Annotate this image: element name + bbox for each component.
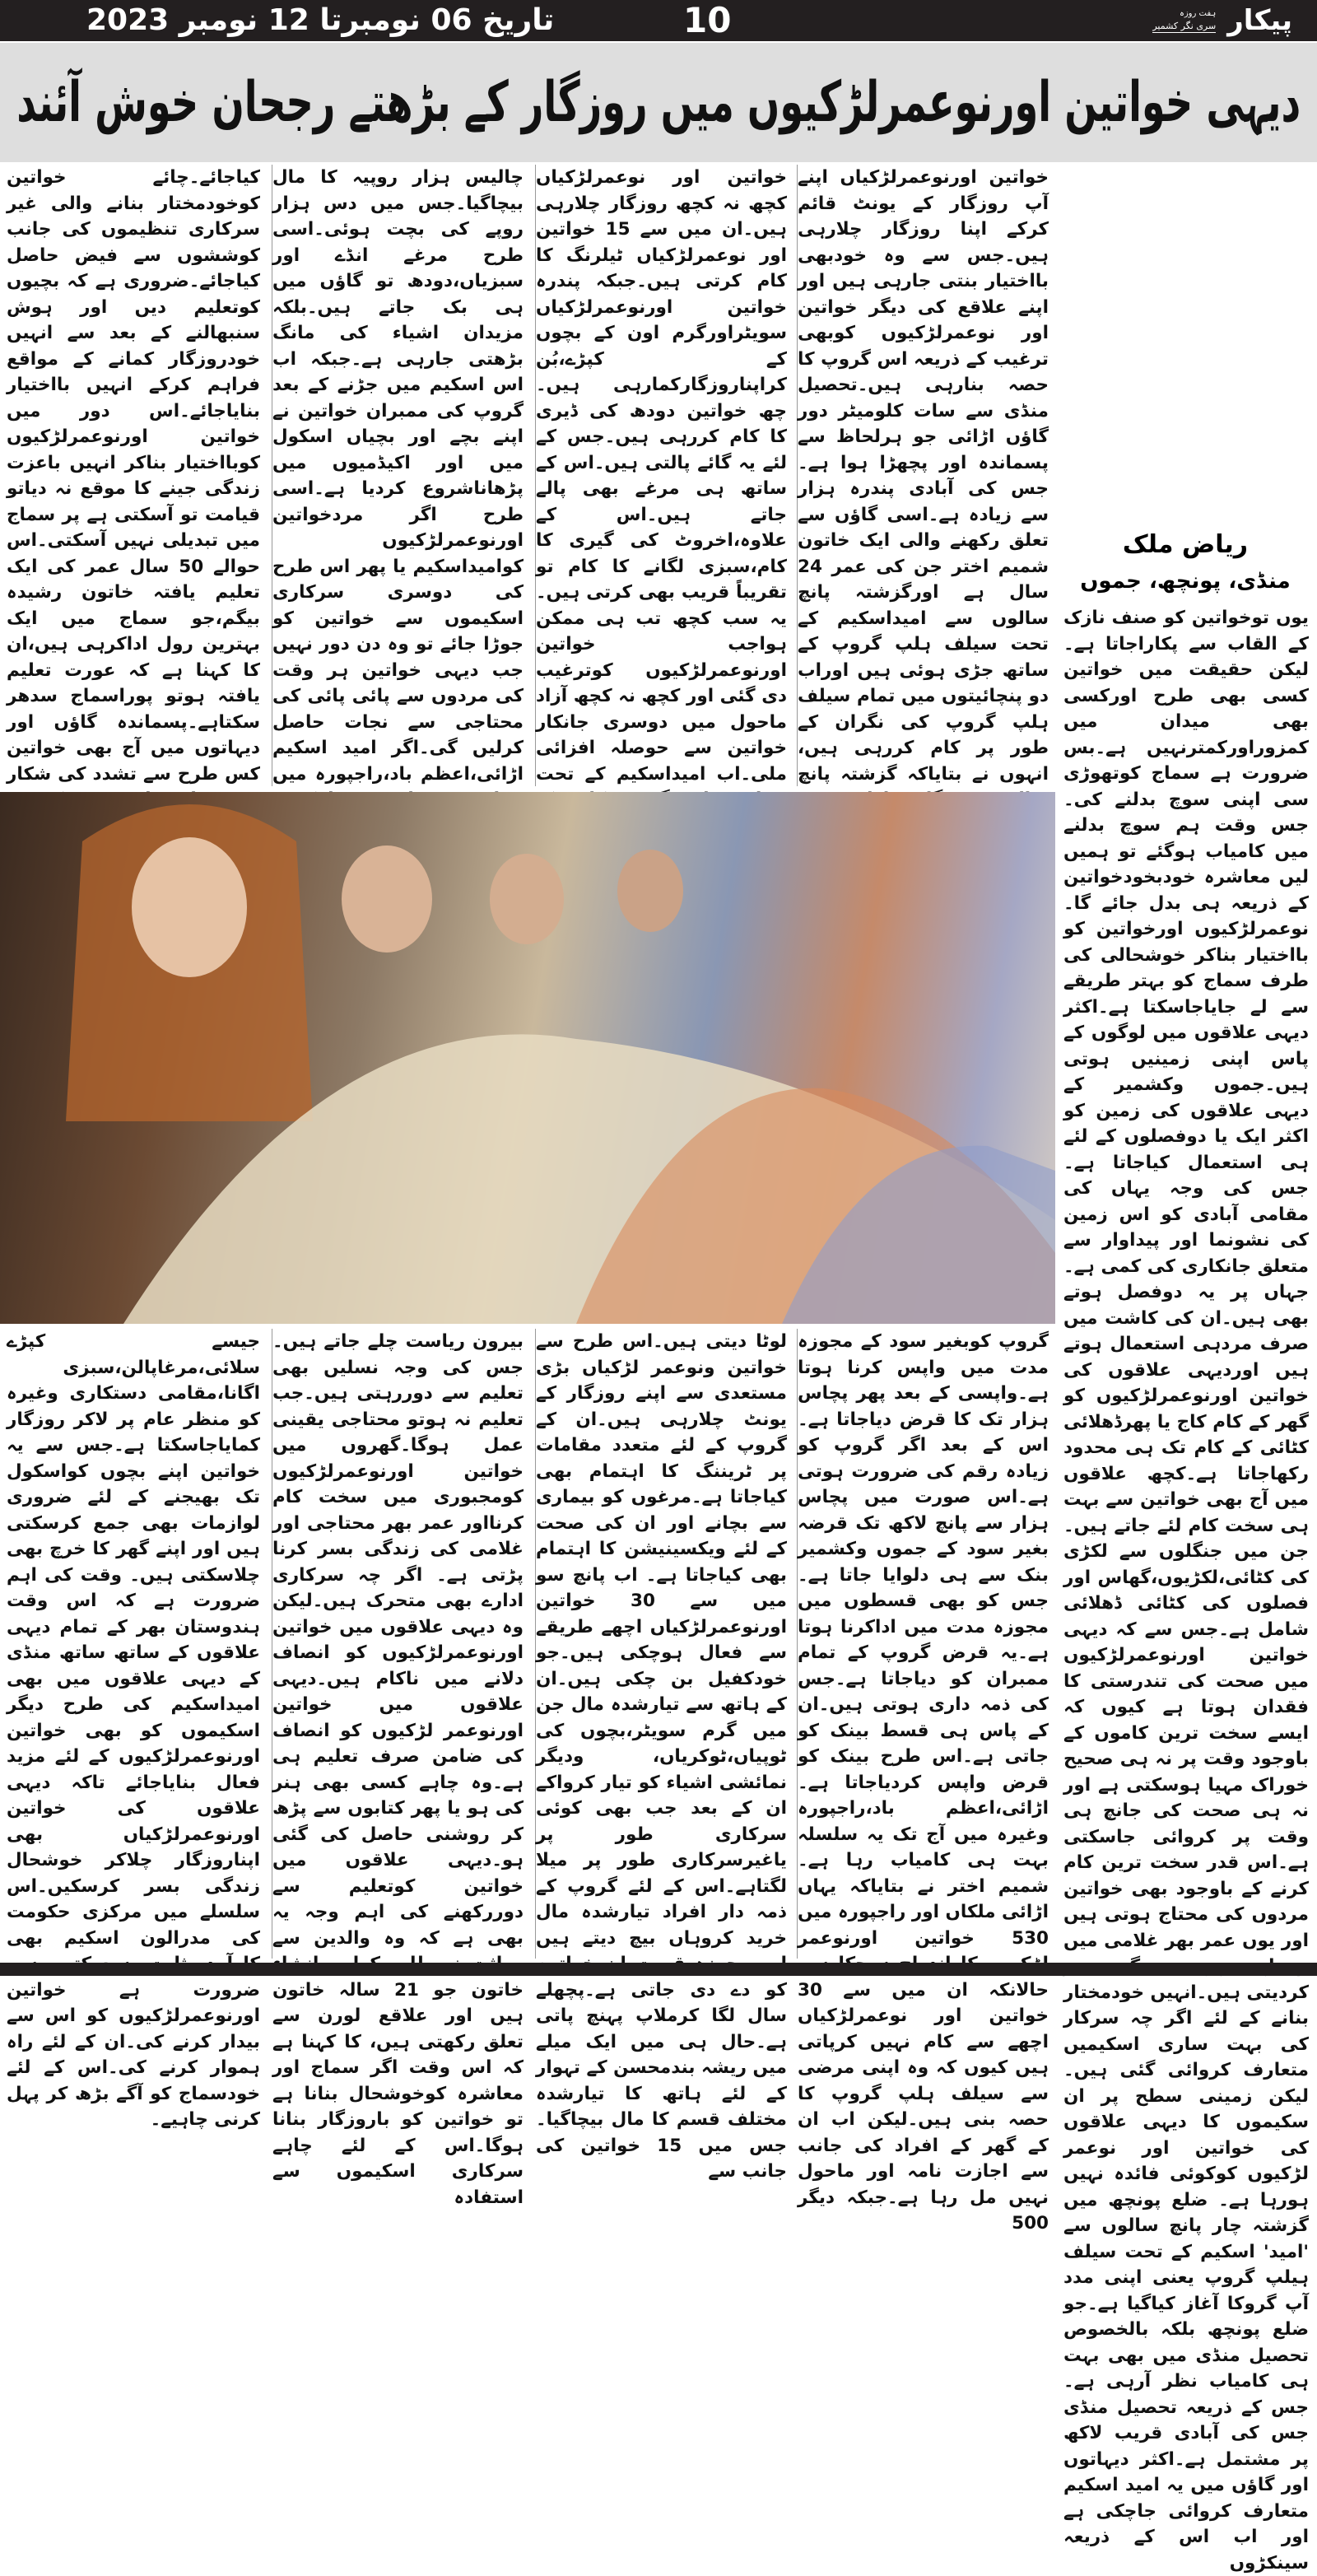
article-column-3: چالیس ہزار روپیہ کا مال بیچاگیا۔جس میں دس ہزار روپے کی بچت ہوئی۔اسی طرح مرغے انڈے اور سبزیاں،دودھ تو گاؤں میں ہی بک جاتے ہیں۔بلکہ مزیدان اشیاء کی مانگ بڑھتی جارہی ہے۔جبکہ اب اس اسکیم میں جڑنے کے بعد گروپ کی ممبران خواتین نے اپنے بچے اور بچیاں اسکول میں اور اکیڈمیوں میں پڑھاناشروع کردیا ہے۔اسی طرح اگر مردخواتین اورنوعمرلڑکیوں کوامیداسکیم یا پھر اس طرح کی دوسری سرکاری اسکیموں سے خواتین کو جوڑا جائے تو وہ دن دور نہیں جب دیہی خواتین ہر وقت کی مردوں سے پائی پائی کی محتاجی سے نجات حاصل کرلیں گی۔اگر امید اسکیم اڑائی،اعظم باد،راجپورہ میں — [272, 165, 524, 786]
headline-wrap — [16, 43, 1301, 162]
article-column-5: گروپ کوبغیر سود کے مجوزہ مدت میں واپس کرنا ہوتا ہے۔واپسی کے بعد پھر پچاس ہزار تک کا قرض دیاجاتا ہے۔اس کے بعد اگر گروپ کو زیادہ رقم کی ضرورت ہوتی ہے۔اس صورت میں پچاس ہزار سے پانچ لاکھ تک قرضہ بغیر سود کے جموں وکشمیر بنک سے ہی دلوایا جاتا ہے۔جس کو بھی قسطوں میں مجوزہ مدت میں اداکرنا ہوتا ہے۔یہ قرض گروپ کے تمام ممبران کو دیاجاتا ہے۔جس کی ذمہ داری ہوتی ہیں۔ان کے پاس ہی قسط بینک کو جاتی ہے۔اس طرح بینک کو قرض واپس کردیاجاتا ہے۔اڑائی،اعظم باد،راجپورہ وغیرہ میں آج تک یہ سلسلہ بہت ہی کامیاب رہا ہے۔شمیم اختر نے بتایاکہ یہاں اڑائی ملکاں اور راجپورہ میں 530 خواتین اورنوعمر حالانکہ ان میں سے 30 خواتین اور نوعمرلڑکیاں اچھے سے کام نہیں کرپاتی ہیں کیوں کہ وہ اپنی مرضی سے سیلف ہلپ گروپ کا حصہ بنی ہیں۔لیکن اب ان کے گھر کے افراد کی جانب سے اجازت نامہ اور ماحول نہیں مل رہا ہے۔جبکہ دیگر 500 — [797, 1329, 1049, 1959]
article-headline: دیہی خواتین اورنوعمرلڑکیوں میں روزگار کے بڑھتے رجحان خوش آئند — [16, 69, 1301, 135]
photo-face — [490, 854, 564, 944]
byline — [1062, 527, 1309, 599]
photo-face — [342, 845, 432, 953]
headline-band — [0, 43, 1317, 162]
logo-name: پیکار — [1227, 4, 1292, 37]
page-number: 10 — [683, 0, 732, 40]
masthead-bar — [0, 0, 1317, 41]
footer-bar — [0, 1963, 1317, 1976]
article-column-6: لوٹا دیتی ہیں۔اس طرح سے خواتین ونوعمر لڑکیاں بڑی مستعدی سے اپنے روزگار کے یونٹ چلارہی ہیں۔ان کے گروپ کے لئے متعدد مقامات پر ٹریننگ کا اہتمام بھی کیاجاتا ہے۔مرغوں کو بیماری سے بچانے اور ان کی صحت کے لئے ویکسینیشن کا اہتمام بھی کیاجاتا ہے۔ اب پانچ سو میں سے 30 خواتین اورنوعمرلڑکیاں اچھے طریقے سے فعال ہوچکی ہیں۔جو خودکفیل بن چکی ہیں۔ان کے ہاتھ سے تیارشدہ مال جن میں گرم سویٹر،بچوں کی ٹوپیاں،ٹوکریاں، ودیگر نمائشی اشیاء کو تیار کرواکے ان کے بعد جب بھی کوئی سرکاری طور پر یاغیرسرکاری طور پر میلا لگتاہے۔اس کے لئے گروپ کے ذمہ دار افراد تیارشدہ مال خرید کروہاں بیچ دیتے ہیں کو دے دی جاتی ہے۔پچھلے سال لگا کرملاپ پہنچ پاتی ہے۔حال ہی میں ایک میلے میں ریشہ بندمحسن کے تہوار کے لئے ہاتھ کا تیارشدہ مختلف قسم کا مال بیچاگیا۔جس میں 15 خواتین کی جانب سے — [535, 1329, 787, 1959]
photo-face — [132, 837, 247, 977]
logo-prefix: ہفت روزہ — [1179, 9, 1217, 18]
logo-meta — [1152, 8, 1216, 33]
article-column-4: کیاجائے۔چائے خواتین کوخودمختار بنانے والی غیر سرکاری تنظیموں کی جانب کوششوں سے فیض حاصل کیاجائے۔ضروری ہے کہ بچیوں کوتعلیم دیں اور ہوش سنبھالنے کے بعد سے انہیں خودروزگار کمانے کے مواقع فراہم کرکے انہیں بااختیار بنایاجائے۔اس دور میں خواتین اورنوعمرلڑکیوں کوبااختیار بناکر انہیں باعزت زندگی جینے کا موقع نہ دیاتو قیامت تو آسکتی ہے پر سماج میں تبدیلی نہیں آسکتی۔اس حوالے 50 سال عمر کی ایک تعلیم یافتہ خاتون رشیدہ بیگم،جو سماج میں ایک بہترین رول اداکرہی ہیں،ان کا کہنا ہے کہ عورت تعلیم یافتہ ہوتو پوراسماج سدھر سکتاہے۔پسماندہ گاؤں اور دیہاتوں میں آج بھی خواتین کس طرح سے تشدد کی شکار — [7, 167, 261, 785]
article-column-2: خواتین اور نوعمرلڑکیاں کچھ نہ کچھ روزگار چلارہی ہیں۔ان میں سے 15 خواتین اور نوعمرلڑکیاں ٹیلرنگ کا کام کرتی ہیں۔جبکہ پندرہ خواتین اورنوعمرلڑکیاں سویٹراورگرم اون کے بچوں کے کپڑے،بُن کراپناروزگارکمارہی ہیں۔چھ خواتین دودھ کی ڈیری کا کام کررہی ہیں۔جس کے لئے یہ گائے پالتی ہیں۔اس کے ساتھ ہی مرغے بھی پالے جاتے ہیں۔اس کے علاوہ،اخروٹ کی گیری کا کام،سبزی لگانے کا کام تو تقریباً قریب بھی کرتی ہیں۔یہ سب کچھ تب ہی ممکن ہواجب خواتین اورنوعمرلڑکیوں کوترغیب دی گئی اور کچھ نہ کچھ آزاد ماحول میں دوسری جانکار خواتین سے حوصلہ افزائی ملی۔اب امیداسکیم کے تحت — [535, 165, 787, 786]
sidebar-column: یوں توخواتین کو صنف نازک کے القاب سے پکاراجاتا ہے۔لیکن حقیقت میں خواتین کسی بھی طرح اورکسی بھی میدان میں کمزوراورکمترنہیں ہے۔بس ضرورت ہے سماج کوتھوڑی سی اپنی سوچ بدلنے کی۔جس وقت ہم سوچ بدلنے میں کامیاب ہوگئے تو ہمیں لیں معاشرہ خودبخودخواتین کے ذریعہ ہی بدل جائے گا۔نوعمرلڑکیوں اورخواتین کو بااختیار بناکر خوشحالی کی طرف سماج کو بہتر طریقے سے لے جایاجاسکتا ہے۔اکثر دیہی علاقوں میں لوگوں کے پاس اپنی زمینیں ہوتی ہیں۔جموں وکشمیر کے دیہی علاقوں کی زمین کو اکثر ایک یا دوفصلوں کے لئے ہی استعمال کیاجاتا ہے۔جس کی وجہ یہاں کی مقامی آبادی کو اس زمین کی نشونما اور پیداوار سے متعلق جانکاری کی کمی ہے۔جہاں پر یہ دوفصل ہوتے بھی ہیں۔ان کی کاشت میں صرف مردہی استعمال ہوتے ہیں اوردیہی علاقوں کی خواتین اورنوعمرلڑکیوں کو گھر کے کام کاج یا پھرڈھلائی کٹائی کے کام تک ہی محدود رکھاجاتا ہے۔کچھ علاقوں میں آج بھی خواتین سے بہت ہی سخت کام لئے جاتے ہیں۔جن میں جنگلوں سے لکڑی کی کٹائی،لکڑیوں،گھاس اور فصلوں کی کٹائی ڈھلائی شامل ہے۔جس سے کہ دیہی خواتین اورنوعمرلڑکیوں میں صحت کی تندرستی کا فقدان ہوتا ہے کیوں کہ ایسے سخت ترین کاموں کے باوجود وقت پر نہ ہی صحیح خوراک مہیا ہوسکتی ہے اور نہ ہی صحت کی جانچ ہی وقت پر کروائی جاسکتی ہے۔اس قدر سخت ترین کام کرنے کے باوجود بھی خواتین مردوں کی محتاج ہوتی ہیں اور یوں عمر بھر غلامی میں کردیتی ہیں۔انہیں خودمختار بنانے کے لئے اگر چہ سرکار کی بہت ساری اسکیمیں متعارف کروائی گئی ہیں۔لیکن زمینی سطح پر ان سکیموں کا دیہی علاقوں کی خواتین اور نوعمر لڑکیوں کوکوئی فائدہ نہیں ہورہا ہے۔ ضلع پونچھ میں گزشتہ چار پانچ سالوں سے 'امید' اسکیم کے تحت سیلف ہیلپ گروپ یعنی اپنی مدد آپ گروکا آغاز کیاگیا ہے۔جو ضلع پونچھ بلکہ بالخصوص تحصیل منڈی میں بھی بہت ہی کامیاب نظر آرہی ہے۔جس کے ذریعہ تحصیل منڈی جس کی آبادی قریب لاکھ پر مشتمل ہے۔اکثر دیہاتوں اور گاؤں میں یہ امید اسکیم متعارف کروائی جاچکی ہے اور اب اس کے ذریعہ سینکڑوں — [1063, 608, 1309, 2574]
newspaper-logo — [1152, 0, 1292, 41]
author-name: ریاض ملک — [1122, 530, 1249, 559]
photo-face — [617, 850, 683, 932]
logo-city: سری نگر کشمیر — [1152, 21, 1217, 31]
author-location: منڈی، پونچھ، جموں — [1080, 569, 1291, 594]
issue-date: تاریخ 06 نومبرتا 12 نومبر 2023 — [86, 3, 555, 37]
article-column-7: بیرون ریاست چلے جاتے ہیں۔جس کی وجہ نسلیں بھی تعلیم سے دوررہتی ہیں۔جب تعلیم نہ ہوتو محتاجی یقینی عمل ہوگا۔گھروں میں خواتین اورنوعمرلڑکیوں کومجبوری میں سخت کام کرنااور عمر بھر محتاجی اور غلامی کی زندگی بسر کرنا پڑتی ہے۔ اگر چہ سرکاری ادارے بھی متحرک ہیں۔لیکن وہ دیہی علاقوں میں خواتین اورنوعمرلڑکیوں کو انصاف دلانے میں ناکام ہیں۔دیہی علاقوں میں خواتین اورنوعمر لڑکیوں کو انصاف کی ضامن صرف تعلیم ہی ہے۔وہ چاہے کسی بھی ہنر کی ہو یا پھر کتابوں سے پڑھ کر روشنی حاصل کی گئی ہو۔دیہی علاقوں میں خواتین کوتعلیم سے دوررکھنے کی اہم وجہ یہ بھی ہے کہ وہ والدین سے خاتون جو 21 سالہ خاتون ہیں اور علاقع لورن سے تعلق رکھتی ہیں، کا کہنا ہے کہ اس وقت اگر سماج اور معاشرہ کوخوشحال بنانا ہے تو خواتین کو باروزگار بنانا ہوگا۔اس کے لئے چاہے سرکاری اسکیموں سے استفادہ — [272, 1329, 524, 1959]
embroidery-women-photo — [0, 792, 1055, 1324]
article-column-1: خواتین اورنوعمرلڑکیاں اپنے آپ روزگار کے یونٹ قائم کرکے اپنا روزگار چلارہی ہیں۔جس سے وہ خودبھی بااختیار بنتی جارہی ہیں اور اپنے علاقع کی دیگر خواتین اور نوعمرلڑکیوں کوبھی ترغیب کے ذریعہ اس گروپ کا حصہ بنارہی ہیں۔تحصیل منڈی سے سات کلومیٹر دور گاؤں اڑائی جو ہرلحاظ سے پسماندہ اور پچھڑا ہوا ہے۔جس کی آبادی پندرہ ہزار سے زیادہ ہے۔اسی گاؤں سے تعلق رکھنے والی ایک خاتون شمیم اختر جن کی عمر 24 سال ہے اورگزشتہ پانچ سالوں سے امیداسکیم کے تحت سیلف ہلپ گروپ کے ساتھ جڑی ہوئی ہیں اوراب دو پنچائیتوں میں تمام سیلف ہلپ گروپ کی نگران کے طور پر کام کررہی ہیں، انہوں نے بتایاکہ گزشتہ پانچ — [797, 165, 1049, 786]
article-photo — [0, 792, 1055, 1324]
article-column-8: جیسے کپڑے سلائی،مرغاپالن،سبزی اگانا،مقامی دستکاری وغیرہ کو منظر عام پر لاکر روزگار کمایاجاسکتا ہے۔جس سے یہ خواتین اپنے بچوں کواسکول تک بھیجنے کے لئے ضروری لوازمات بھی جمع کرسکتی ہیں اور اپنے گھر کا خرچ بھی چلاسکتی ہیں۔ وقت کی اہم ضرورت ہے کہ اس وقت ہندوستان بھر کے تمام دیہی علاقوں کے ساتھ ساتھ منڈی کے دیہی علاقوں میں بھی امیداسکیم کی طرح دیگر اسکیموں کو بھی خواتین اورنوعمرلڑکیوں کے لئے مزید فعال بنایاجائے تاکہ دیہی علاقوں کی خواتین اورنوعمرلڑکیاں بھی اپناروزگار چلاکر خوشحال زندگی بسر کرسکیں۔اس سلسلے میں مرکزی حکومت کی مدرالون اسکیم بھی ضرورت ہے خواتین اورنوعمرلڑکیوں کو اس سے بیدار کرنے کی۔ان کے لئے راہ ہموار کرنے کی۔اس کے لئے خودسماج کو آگے بڑھ کر پہل کرنی چاہیے۔ — [7, 1331, 260, 2130]
